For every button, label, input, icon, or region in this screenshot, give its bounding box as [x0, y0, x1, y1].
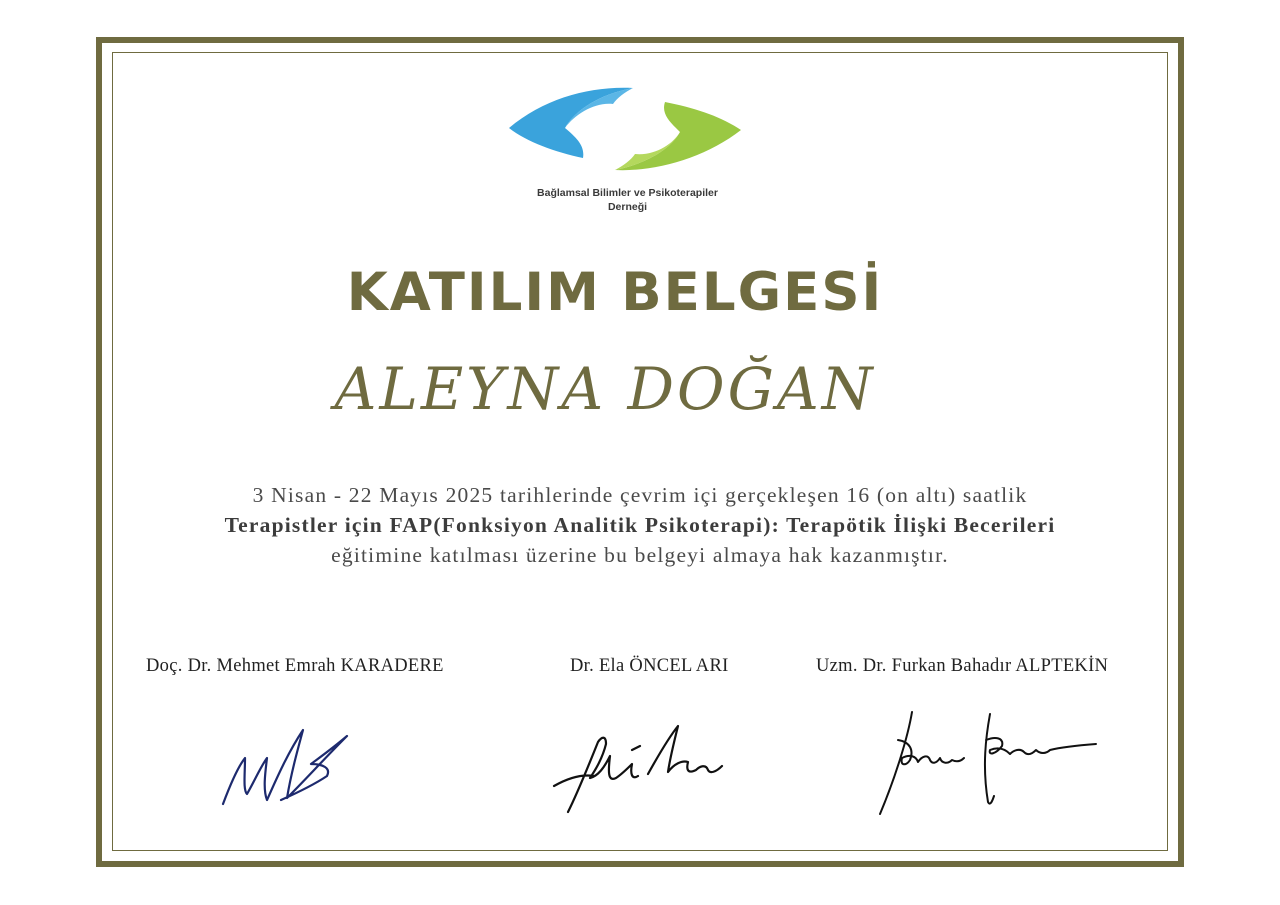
recipient-name: ALEYNA DOĞAN — [334, 355, 876, 423]
signer-name-1: Doç. Dr. Mehmet Emrah KARADERE — [146, 656, 444, 676]
association-name-line2: Derneği — [607, 201, 648, 213]
course-title: Terapistler için FAP(Fonksiyon Analitik Psikoterapi): Terapötik İlişki Becerileri — [224, 513, 1056, 537]
certificate-title: KATILIM BELGESİ — [346, 262, 884, 323]
signature-alptekin-icon — [870, 706, 1105, 821]
eye-logo-icon — [505, 80, 745, 180]
signer-name-3: Uzm. Dr. Furkan Bahadır ALPTEKİN — [816, 656, 1109, 676]
signature-karadere-icon — [215, 718, 360, 818]
certificate-body — [130, 480, 1150, 570]
association-logo — [505, 80, 745, 225]
body-line-award: eğitimine katılması üzerine bu belgeyi almaya hak kazanmıştır. — [331, 543, 949, 567]
signature-oncel-ari-icon — [548, 716, 738, 821]
signer-name-2: Dr. Ela ÖNCEL ARI — [570, 656, 729, 676]
body-line-dates: 3 Nisan - 22 Mayıs 2025 tarihlerinde çevrim içi gerçekleşen 16 (on altı) saatlik — [252, 483, 1028, 507]
association-name — [505, 186, 750, 214]
association-name-line1: Bağlamsal Bilimler ve Psikoterapiler — [537, 187, 718, 199]
